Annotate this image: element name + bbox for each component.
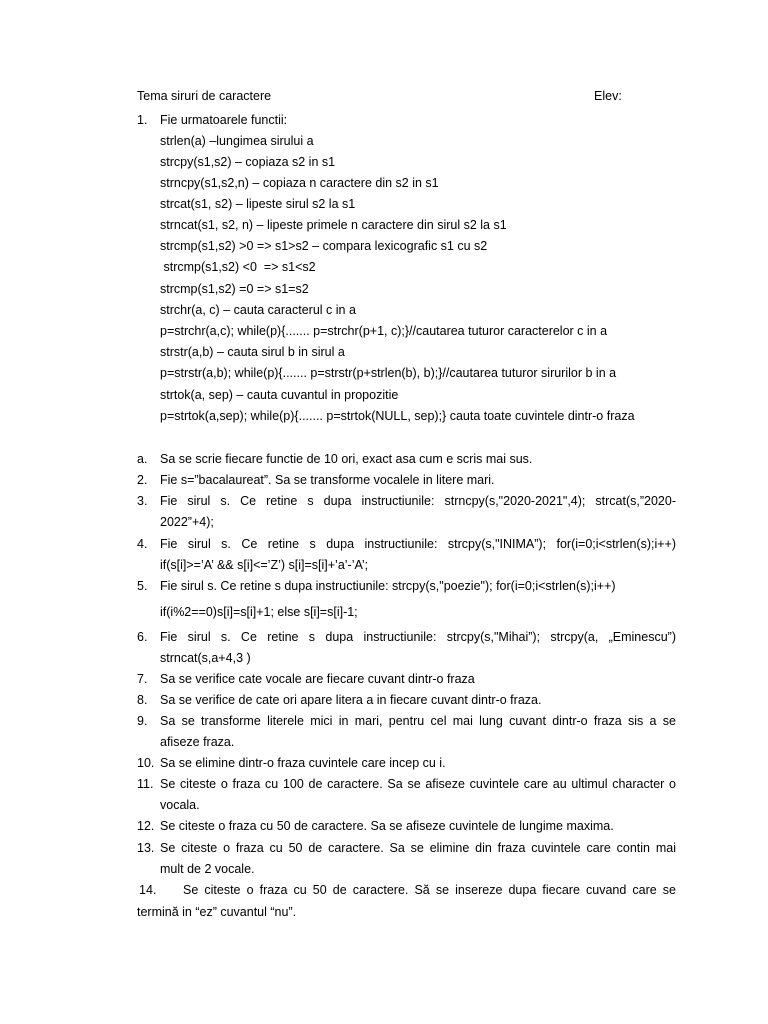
exercise-text: Sa se verifice de cate ori apare litera a in fiecare cuvant dintr-o fraza.: [160, 693, 542, 707]
exercise-label: 6.: [137, 630, 148, 644]
exercise-label: 2.: [137, 473, 148, 487]
document-title: Tema siruri de caractere: [137, 89, 272, 103]
function-line: strcmp(s1,s2) <0 => s1<s2: [160, 260, 316, 274]
exercise-text-continued: strncat(s,a+4,3 ): [160, 651, 251, 665]
function-line: strcat(s1, s2) – lipeste sirul s2 la s1: [160, 197, 356, 211]
exercise-text-continued: afiseze fraza.: [160, 735, 235, 749]
exercise-text-continued: termină in “ez” cuvantul “nu”.: [137, 905, 297, 919]
exercise-text: Fie sirul s. Ce retine s dupa instructiunile: strncpy(s,"2020-2021",4); strcat(s,”2020-: [160, 494, 676, 508]
function-line: p=strchr(a,c); while(p){....... p=strchr(p+1, c);}//cautarea tuturor caracterelor c in a: [160, 324, 608, 338]
exercise-text: Fie sirul s. Ce retine s dupa instructiunile: strcpy(s,"poezie"); for(i=0;i<strlen(s);i++): [160, 579, 616, 593]
exercise-text-continued: if(s[i]>=’A’ && s[i]<=’Z’) s[i]=s[i]+’a’-’A’;: [160, 558, 369, 572]
exercise-label: 8.: [137, 693, 148, 707]
exercise-label: 13.: [137, 841, 155, 855]
function-line: p=strtok(a,sep); while(p){....... p=strtok(NULL, sep);} cauta toate cuvintele dintr-o fraza: [160, 409, 635, 423]
function-line: p=strstr(a,b); while(p){....... p=strstr(p+strlen(b), b);}//cautarea tuturor sirurilor b in a: [160, 366, 617, 380]
exercise-text: Sa se elimine dintr-o fraza cuvintele care incep cu i.: [160, 756, 446, 770]
item-number-1: 1.: [137, 113, 148, 127]
exercise-label: a.: [137, 452, 148, 466]
function-line: strlen(a) –lungimea sirului a: [160, 134, 314, 148]
function-line: strcpy(s1,s2) – copiaza s2 in s1: [160, 155, 336, 169]
function-line: strncat(s1, s2, n) – lipeste primele n caractere din sirul s2 la s1: [160, 218, 507, 232]
function-line: strchr(a, c) – cauta caracterul c in a: [160, 303, 356, 317]
exercise-label: 14.: [139, 883, 157, 897]
exercise-text-continued: vocala.: [160, 798, 200, 812]
functions-intro: Fie urmatoarele functii:: [160, 113, 288, 127]
exercise-label: 7.: [137, 672, 148, 686]
exercise-label: 4.: [137, 537, 148, 551]
exercise-text: Fie s=”bacalaureat”. Sa se transforme vocalele in litere mari.: [160, 473, 495, 487]
exercise-text: Se citeste o fraza cu 50 de caractere. Să se insereze dupa fiecare cuvand care se: [183, 883, 676, 897]
exercise-text: Sa se transforme literele mici in mari, pentru cel mai lung cuvant dintr-o fraza sis a se: [160, 714, 676, 728]
exercise-label: 9.: [137, 714, 148, 728]
exercise-text: Fie sirul s. Ce retine s dupa instructiunile: strcpy(s,"Mihai”); strcpy(a, „Eminescu”): [160, 630, 676, 644]
exercise-text-continued: 2022”+4);: [160, 515, 214, 529]
function-line: strstr(a,b) – cauta sirul b in sirul a: [160, 345, 345, 359]
exercise-label: 11.: [137, 777, 154, 791]
function-line: strcmp(s1,s2) =0 => s1=s2: [160, 282, 309, 296]
function-line: strtok(a, sep) – cauta cuvantul in propozitie: [160, 388, 399, 402]
exercise-label: 10.: [137, 756, 155, 770]
exercise-text: Se citeste o fraza cu 100 de caractere. Sa se afiseze cuvintele care au ultimul character o: [160, 777, 676, 791]
exercise-text: Se citeste o fraza cu 50 de caractere. Sa se afiseze cuvintele de lungime maxima.: [160, 819, 614, 833]
exercise-label: 12.: [137, 819, 155, 833]
exercise-label: 3.: [137, 494, 148, 508]
student-label: Elev:: [594, 89, 622, 103]
function-line: strcmp(s1,s2) >0 => s1>s2 – compara lexicografic s1 cu s2: [160, 239, 488, 253]
function-line: strncpy(s1,s2,n) – copiaza n caractere din s2 in s1: [160, 176, 439, 190]
exercise-text: Sa se scrie fiecare functie de 10 ori, exact asa cum e scris mai sus.: [160, 452, 533, 466]
exercise-text-continued: if(i%2==0)s[i]=s[i]+1; else s[i]=s[i]-1;: [160, 605, 358, 619]
exercise-text: Fie sirul s. Ce retine s dupa instructiunile: strcpy(s,"INIMA”); for(i=0;i<strlen(s);i++): [160, 537, 676, 551]
exercise-text: Se citeste o fraza cu 50 de caractere. Sa se elimine din fraza cuvintele care contin mai: [160, 841, 676, 855]
exercise-text-continued: mult de 2 vocale.: [160, 862, 255, 876]
exercise-text: Sa se verifice cate vocale are fiecare cuvant dintr-o fraza: [160, 672, 475, 686]
exercise-label: 5.: [137, 579, 148, 593]
